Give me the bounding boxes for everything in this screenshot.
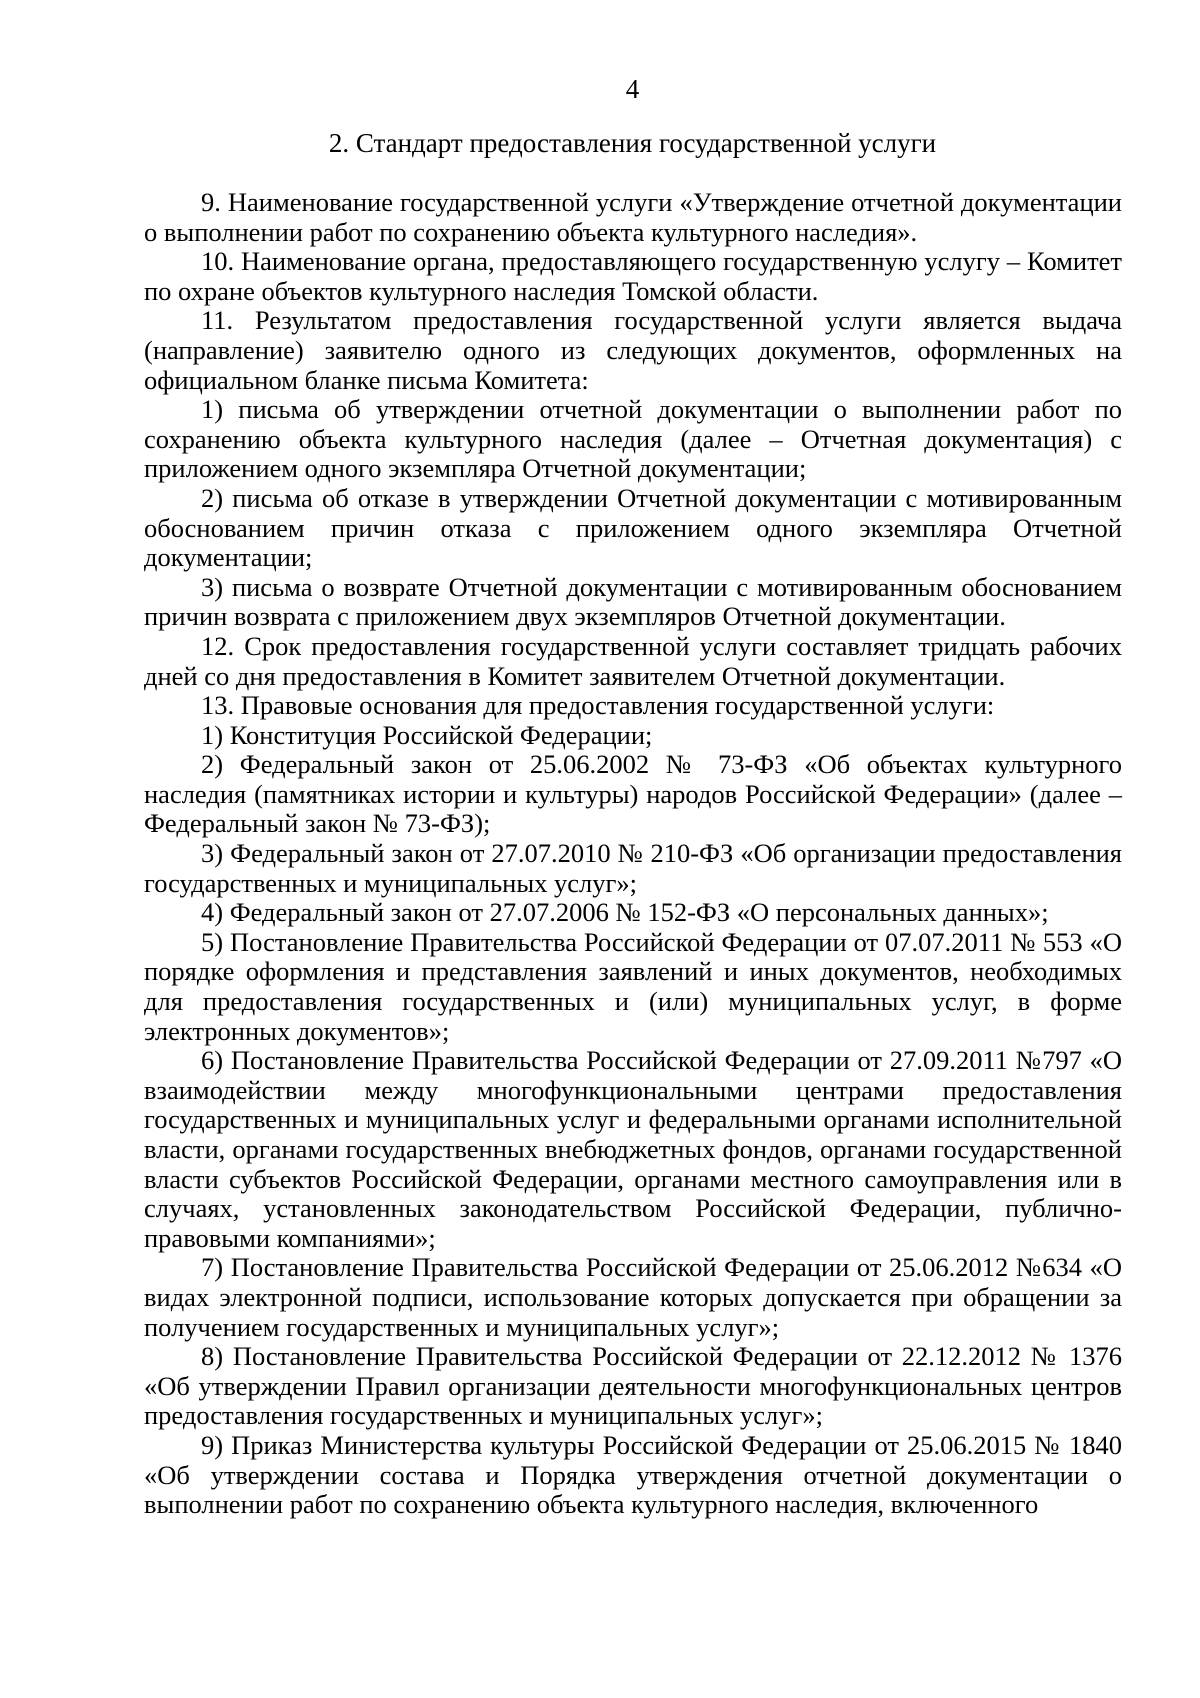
paragraph-item-13-legal-basis: 13. Правовые основания для предоставления государственной услуги: — [201, 690, 995, 721]
legal-basis-item-9: 9) Приказ Министерства культуры Российской Федерации от 25.06.2015 № 1840 «Об утверждении состава и Порядка утверждения отчетной документации о выполнении работ по сохранению объекта культурного наследия, включенного — [144, 1429, 1122, 1520]
legal-basis-item-5: 5) Постановление Правительства Российской Федерации от 07.07.2011 № 553 «О порядке оформления и представления заявлений и иных документов, необходимых для предоставления государственных и (или) муниципальных услуг, в форме электронных документов»; — [144, 926, 1122, 1046]
legal-basis-item-8: 8) Постановление Правительства Российской Федерации от 22.12.2012 № 1376 «Об утверждении Правил организации деятельности многофункциональных центров предоставления государственных и муниципальных услуг»; — [144, 1341, 1122, 1431]
legal-basis-item-2: 2) Федеральный закон от 25.06.2002 № 73-ФЗ «Об объектах культурного наследия (памятниках истории и культуры) народов Российской Федерации» (далее – Федеральный закон № 73-ФЗ); — [144, 749, 1122, 839]
legal-basis-item-6: 6) Постановление Правительства Российской Федерации от 27.09.2011 №797 «О взаимодействии между многофункциональными центрами предоставления государственных и муниципальных услуг и федеральными органами исполнительной власти, органами государственных внебюджетных фондов, органами государственной власти субъектов Российской Федерации, органами местного самоуправления или в случаях, установленных законодательством Российской Федерации, публично-правовыми компаниями»; — [144, 1045, 1122, 1253]
paragraph-item-11-result: 11. Результатом предоставления государственной услуги является выдача (направление) заявителю одного из следующих документов, оформленных на официальном бланке письма Комитета: — [144, 305, 1122, 395]
paragraph-item-12-term: 12. Срок предоставления государственной услуги составляет тридцать рабочих дней со дня предоставления в Комитет заявителем Отчетной документации. — [144, 630, 1122, 691]
paragraph-result-option-3: 3) письма о возврате Отчетной документации с мотивированным обоснованием причин возврата с приложением двух экземпляров Отчетной документации. — [144, 571, 1122, 632]
paragraph-item-9-service-name: 9. Наименование государственной услуги «Утверждение отчетной документации о выполнении работ по сохранению объекта культурного наследия». — [144, 187, 1122, 247]
section-title: 2. Стандарт предоставления государственной услуги — [328, 128, 937, 158]
legal-basis-item-1: 1) Конституция Российской Федерации; — [201, 719, 653, 750]
legal-basis-item-7: 7) Постановление Правительства Российской Федерации от 25.06.2012 №634 «О видах электронной подписи, использование которых допускается при обращении за получением государственных и муниципальных услуг»; — [144, 1252, 1122, 1342]
legal-basis-item-3: 3) Федеральный закон от 27.07.2010 № 210-ФЗ «Об организации предоставления государственных и муниципальных услуг»; — [144, 838, 1122, 898]
document-body — [144, 188, 1122, 1520]
legal-basis-item-4: 4) Федеральный закон от 27.07.2006 № 152-ФЗ «О персональных данных»; — [201, 897, 1049, 928]
paragraph-result-option-2: 2) письма об отказе в утверждении Отчетной документации с мотивированным обоснованием причин отказа с приложением одного экземпляра Отчетной документации; — [144, 482, 1122, 573]
paragraph-item-10-authority: 10. Наименование органа, предоставляющего государственную услугу – Комитет по охране объектов культурного наследия Томской области. — [144, 246, 1122, 306]
paragraph-result-option-1: 1) письма об утверждении отчетной документации о выполнении работ по сохранению объекта культурного наследия (далее – Отчетная документация) с приложением одного экземпляра Отчетной документации; — [144, 394, 1122, 484]
page-number: 4 — [625, 74, 640, 104]
